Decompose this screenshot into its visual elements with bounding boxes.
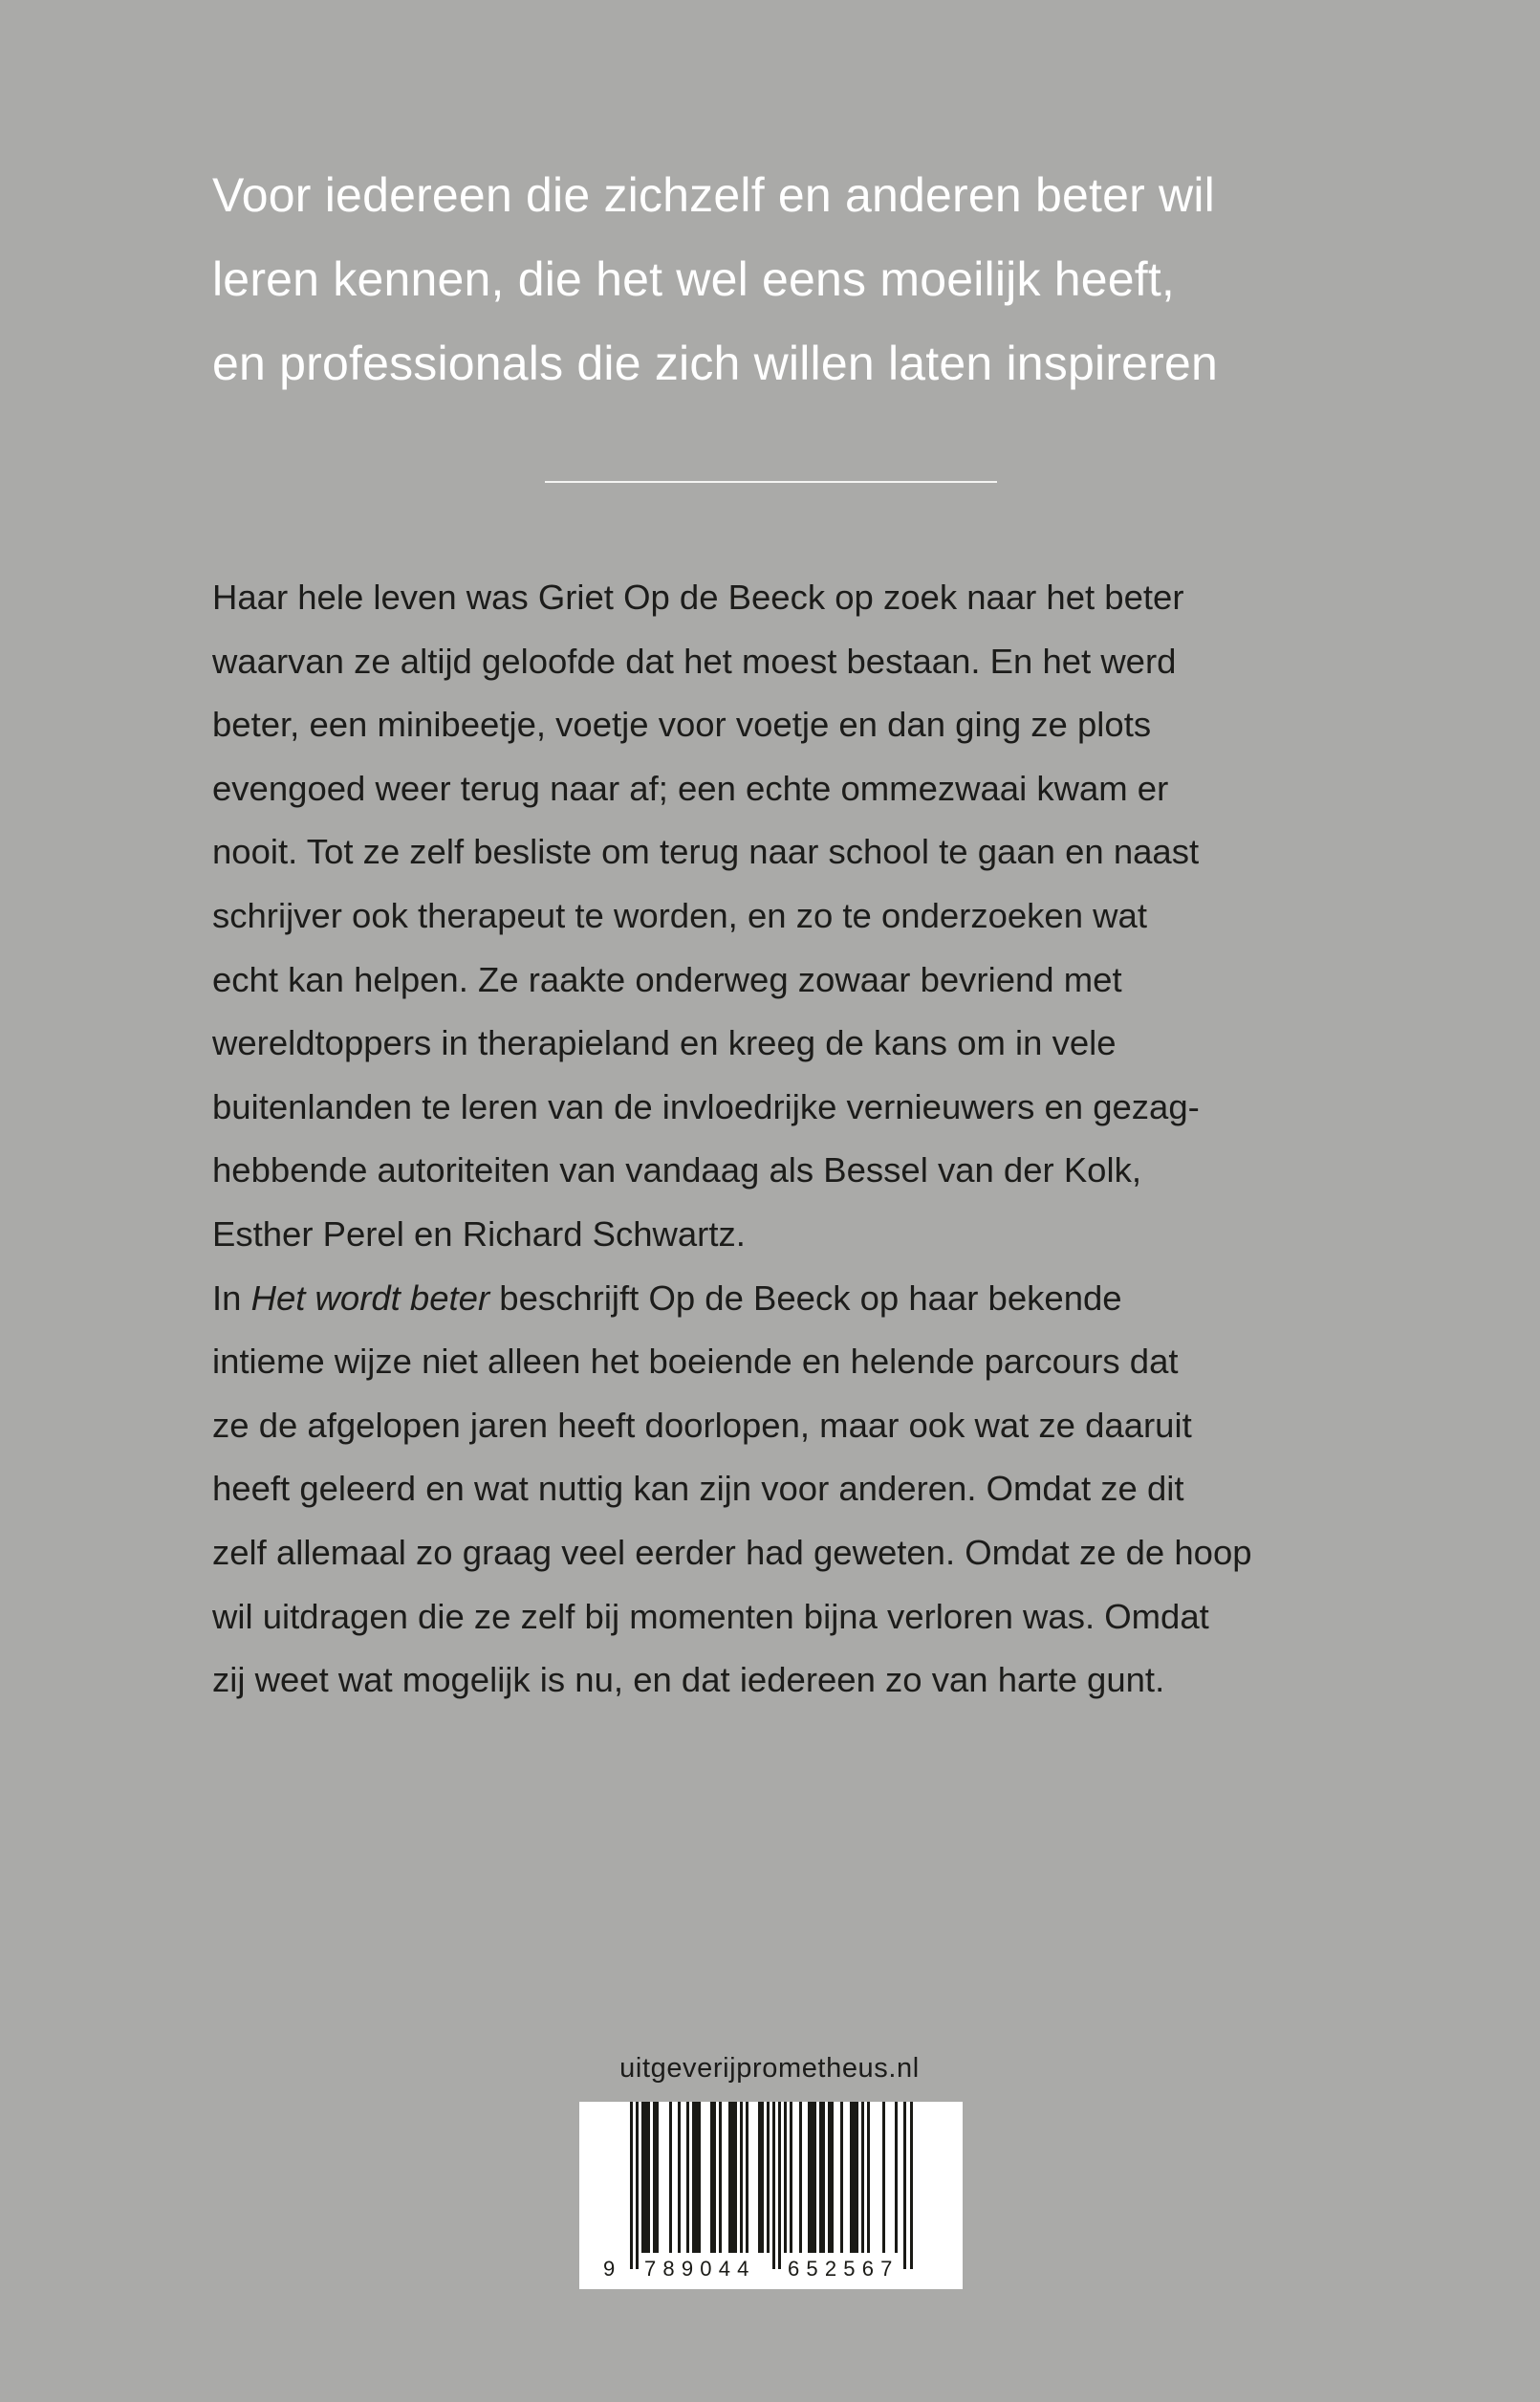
blurb-line: heeft geleerd en wat nuttig kan zijn voor anderen. Omdat ze dit — [212, 1469, 1184, 1509]
barcode-right-digits: 652567 — [788, 2257, 900, 2281]
tagline-line: en professionals die zich willen laten inspireren — [212, 337, 1219, 390]
blurb-line: zij weet wat mogelijk is nu, en dat iedereen zo van harte gunt. — [212, 1660, 1165, 1700]
tagline-line: Voor iedereen die zichzelf en anderen beter wil — [212, 168, 1215, 222]
publisher-website: uitgeverijprometheus.nl — [619, 2053, 920, 2084]
blurb-line: zelf allemaal zo graag veel eerder had geweten. Omdat ze de hoop — [212, 1532, 1252, 1572]
blurb-line: buitenlanden te leren van de invloedrijke vernieuwers en gezag- — [212, 1086, 1200, 1126]
blurb-line: echt kan helpen. Ze raakte onderweg zowaar bevriend met — [212, 959, 1122, 999]
blurb-prefix: In — [212, 1277, 251, 1318]
barcode-first-digit: 9 — [603, 2257, 616, 2281]
blurb-line: Haar hele leven was Griet Op de Beeck op zoek naar het beter — [212, 578, 1184, 617]
back-cover-blurb — [212, 566, 1417, 1713]
tagline — [212, 153, 1417, 405]
isbn-barcode — [579, 2102, 963, 2289]
blurb-line: Esther Perel en Richard Schwartz. — [212, 1213, 746, 1254]
blurb-line: evengoed weer terug naar af; een echte ommezwaai kwam er — [212, 768, 1169, 808]
blurb-line: waarvan ze altijd geloofde dat het moest bestaan. En het werd — [212, 641, 1177, 681]
blurb-line: beter, een minibeetje, voetje voor voetje en dan ging ze plots — [212, 705, 1152, 745]
barcode-left-digits: 789044 — [644, 2257, 756, 2281]
tagline-line: leren kennen, die het wel eens moeilijk heeft, — [212, 252, 1176, 306]
blurb-line: schrijver ook therapeut te worden, en zo te onderzoeken wat — [212, 895, 1147, 935]
divider-rule — [545, 481, 997, 483]
blurb-line: ze de afgelopen jaren heeft doorlopen, maar ook wat ze daaruit — [212, 1405, 1192, 1445]
blurb-line-with-title — [212, 1267, 1417, 1331]
blurb-line: wil uitdragen die ze zelf bij momenten bijna verloren was. Omdat — [212, 1596, 1209, 1636]
blurb-line: intieme wijze niet alleen het boeiende en helende parcours dat — [212, 1342, 1179, 1382]
blurb-suffix: beschrijft Op de Beeck op haar bekende — [489, 1277, 1122, 1318]
blurb-line: nooit. Tot ze zelf besliste om terug naar school te gaan en naast — [212, 832, 1200, 872]
book-title: Het wordt beter — [250, 1277, 490, 1318]
blurb-line: wereldtoppers in therapieland en kreeg de kans om in vele — [212, 1023, 1117, 1063]
barcode-bars-icon — [579, 2102, 963, 2289]
blurb-line: hebbende autoriteiten van vandaag als Bessel van der Kolk, — [212, 1150, 1141, 1190]
